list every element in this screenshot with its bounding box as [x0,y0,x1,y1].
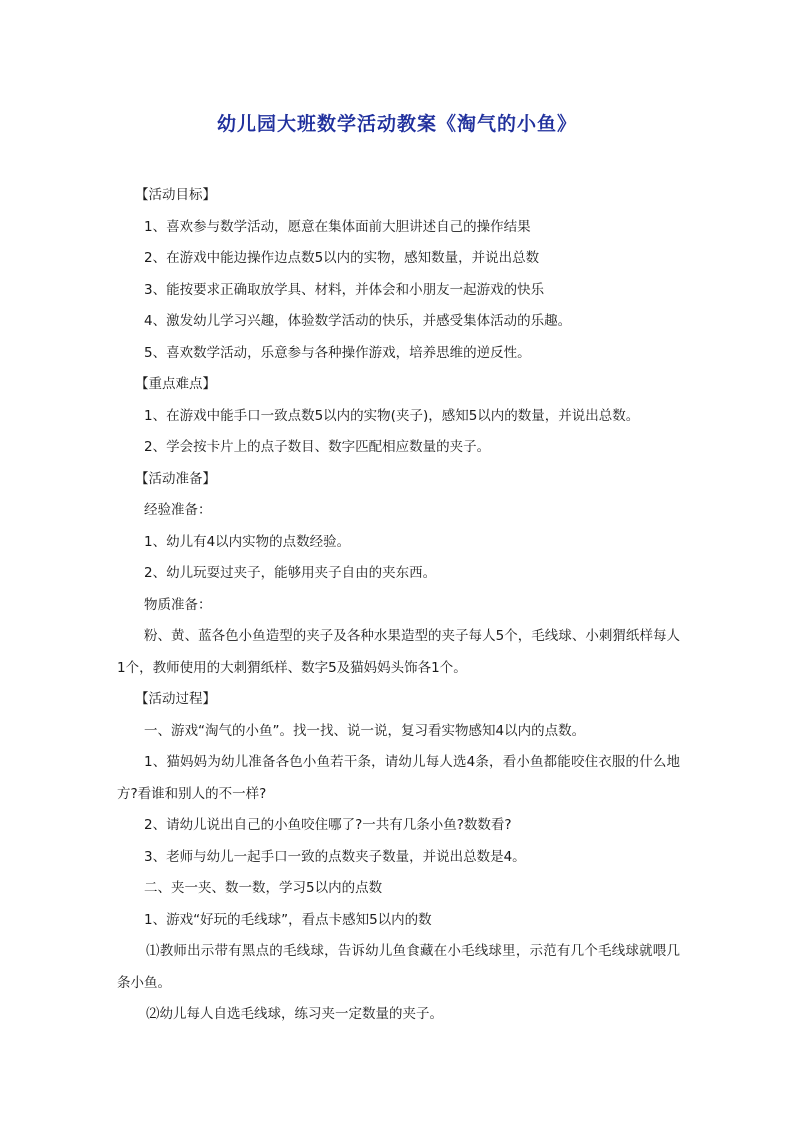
paragraph-line: 1、在游戏中能手口一致点数5以内的实物(夹子)，感知5以内的数量，并说出总数。 [144,407,640,424]
paragraph-line: 2、请幼儿说出自己的小鱼咬住哪了?一共有几条小鱼?数数看? [144,817,512,833]
sub-paragraph: ⑵幼儿每人自选毛线球，练习夹一定数量的夹子。 [146,1006,443,1022]
paragraph-line: 1、幼儿有4以内实物的点数经验。 [144,533,351,550]
document-body [117,180,680,1031]
paragraph-line: 4、激发幼儿学习兴趣，体验数学活动的快乐，并感受集体活动的乐趣。 [144,313,572,329]
sub-paragraph: ⑴教师出示带有黑点的毛线球，告诉幼儿鱼食藏在小毛线球里，示范有几个毛线球就喂几条小鱼。 [117,943,680,991]
paragraph-line: 1、游戏“好玩的毛线球”，看点卡感知5以内的数 [144,911,432,928]
section-heading: 【重点难点】 [135,376,216,392]
paragraph-line: 2、幼儿玩耍过夹子，能够用夹子自由的夹东西。 [144,565,437,581]
section-heading: 【活动目标】 [135,187,216,203]
paragraph-line: 物质准备： [144,596,212,613]
paragraph-line: 2、学会按卡片上的点子数目、数字匹配相应数量的夹子。 [144,439,491,455]
paragraph: 1、猫妈妈为幼儿准备各色小鱼若干条，请幼儿每人选4条，看小鱼都能咬住衣服的什么地方?看谁和别人的不一样? [117,754,680,802]
paragraph: 粉、黄、蓝各色小鱼造型的夹子及各种水果造型的夹子每人5个，毛线球、小刺猬纸样每人1个，教师使用的大刺猬纸样、数字5及猫妈妈头饰各1个。 [117,628,680,676]
paragraph-line: 二、夹一夹、数一数，学习5以内的点数 [144,880,383,896]
paragraph-line: 3、老师与幼儿一起手口一致的点数夹子数量，并说出总数是4。 [144,848,526,865]
paragraph-line: 5、喜欢数学活动，乐意参与各种操作游戏，培养思维的逆反性。 [144,344,531,361]
paragraph-line: 3、能按要求正确取放学具、材料，并体会和小朋友一起游戏的快乐 [144,281,545,298]
paragraph-line: 2、在游戏中能边操作边点数5以内的实物，感知数量，并说出总数 [144,250,540,266]
paragraph-line: 一、游戏“淘气的小鱼”。找一找、说一说，复习看实物感知4以内的点数。 [144,722,586,739]
document-title: 幼儿园大班数学活动教案《淘气的小鱼》 [216,113,577,135]
paragraph-line: 1、喜欢参与数学活动，愿意在集体面前大胆讲述自己的操作结果 [144,218,531,235]
section-heading: 【活动过程】 [135,691,216,707]
paragraph-line: 经验准备： [144,502,212,518]
section-heading: 【活动准备】 [135,470,216,487]
